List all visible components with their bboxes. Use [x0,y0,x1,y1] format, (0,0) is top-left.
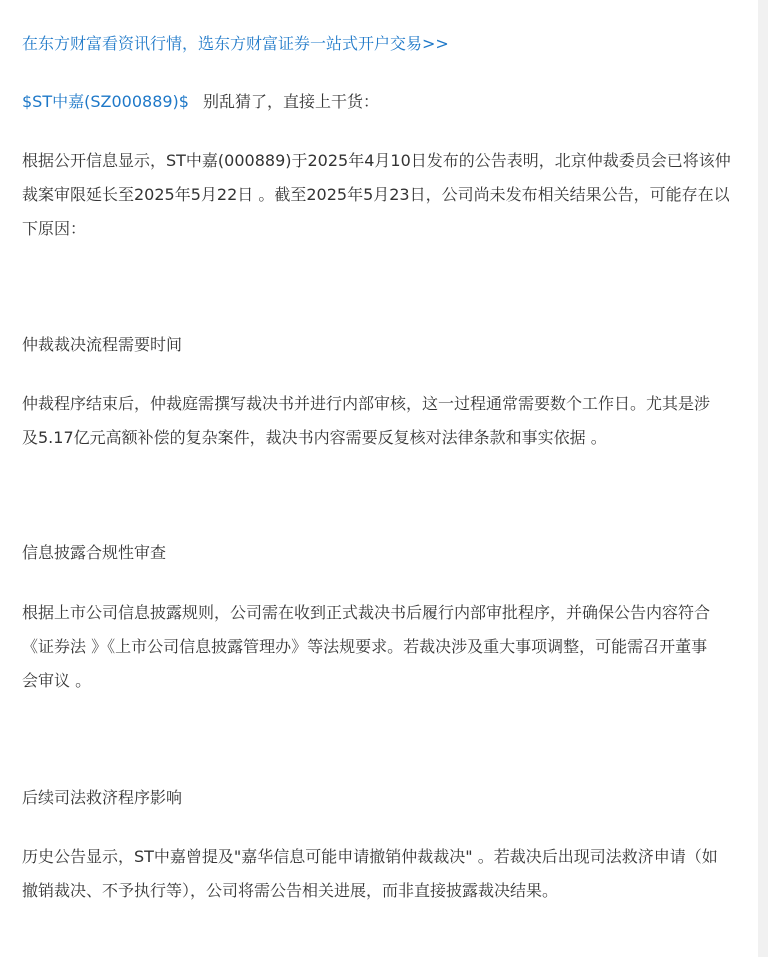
paragraph-1-line-3: 下原因： [22,219,87,238]
paragraph-1-line-2: 裁案审限延长至2025年5月22日 。截至2025年5月23日，公司尚未发布相关结果公告，可能存在以 [22,185,730,204]
paragraph-2-line-1: 仲裁程序结束后，仲裁庭需撰写裁决书并进行内部审核，这一过程通常需要数个工作日。尤其是涉 [22,394,711,413]
scrollbar-track[interactable] [758,0,768,957]
paragraph-3-line-3: 会审议 。 [22,671,92,690]
paragraph-3-line-1: 根据上市公司信息披露规则，公司需在收到正式裁决书后履行内部审批程序，并确保公告内容符合 [22,603,711,622]
intro-text: 别乱猜了，直接上干货： [202,92,379,111]
paragraph-1-line-1: 根据公开信息显示，ST中嘉(000889)于2025年4月10日发布的公告表明，北京仲裁委员会已将该仲 [22,151,731,170]
paragraph-2-line-2: 及5.17亿元高额补偿的复杂案件，裁决书内容需要反复核对法律条款和事实依据 。 [22,428,607,447]
section-heading-2: 信息披露合规性审查 [22,543,167,562]
section-heading-1: 仲裁裁决流程需要时间 [22,335,183,354]
paragraph-3-line-2: 《证券法 》《上市公司信息披露管理办》等法规要求。若裁决涉及重大事项调整，可能需召开董事 [22,637,708,656]
promo-link[interactable]: 在东方财富看资讯行情，选东方财富证券一站式开户交易>> [22,34,449,53]
paragraph-4-line-2: 撤销裁决、不予执行等），公司将需公告相关进展，而非直接披露裁决结果。 [22,881,559,900]
stock-tag-link[interactable]: $ST中嘉(SZ000889)$ [22,92,189,111]
section-heading-3: 后续司法救济程序影响 [22,788,183,807]
intro-line [22,85,738,119]
paragraph-4-line-1: 历史公告显示，ST中嘉曾提及"嘉华信息可能申请撤销仲裁裁决" 。若裁决后出现司法救济申请（如 [22,847,718,866]
